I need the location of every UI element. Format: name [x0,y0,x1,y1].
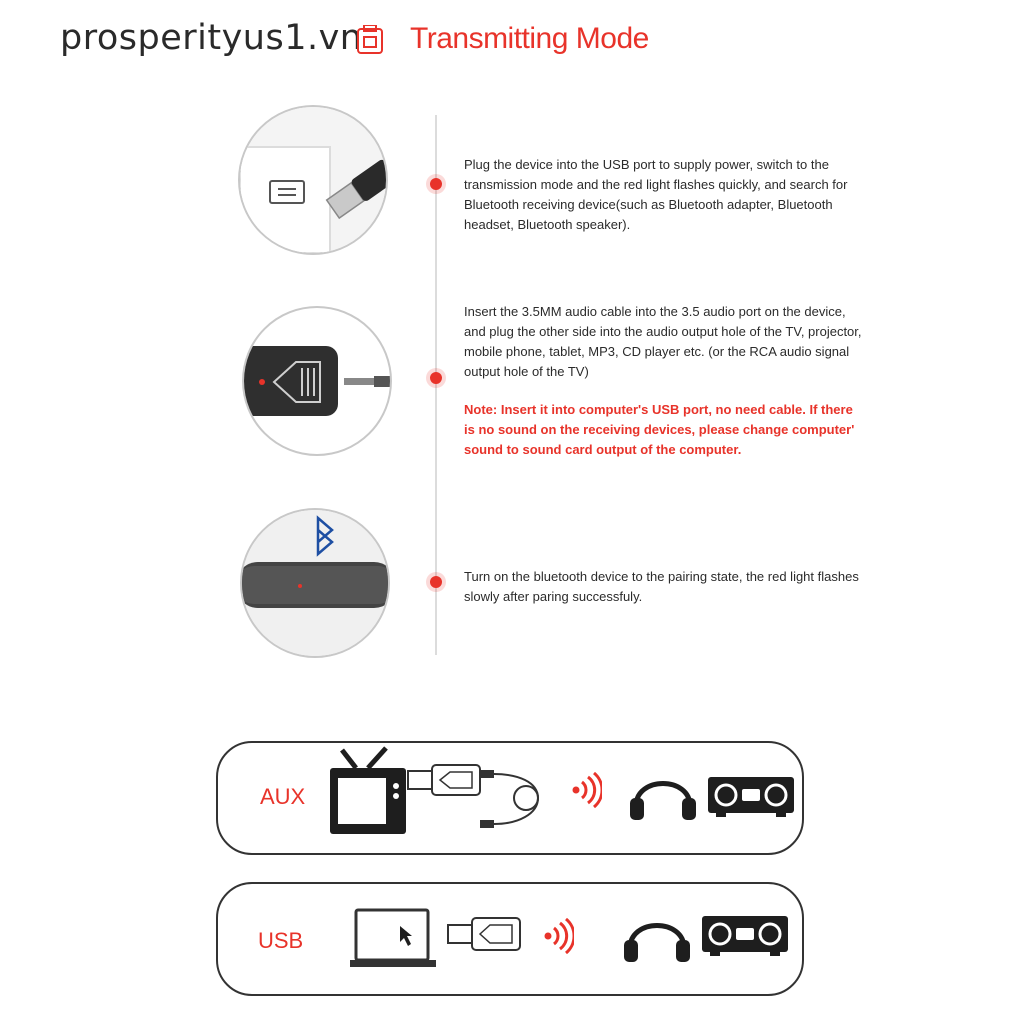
step-3-illustration [240,508,390,658]
timeline-dot [430,178,442,190]
headphones-icon [622,908,692,964]
laptop-icon [350,906,436,968]
timeline-dot [430,576,442,588]
headphones-icon [628,766,698,822]
step-1-illustration [238,105,388,255]
usb-mode-label: USB [258,928,304,953]
wireless-signal-icon [542,918,574,954]
timeline-line [435,115,437,655]
step-2-text: Insert the 3.5MM audio cable into the 3.5 audio port on the device, and plug the other side into the audio output hole of the TV, projector, mobile phone, tablet, MP3, CD player etc. (or the RCA audio signal output hole of the TV) [464,304,862,379]
step-2-note: Note: Insert it into computer's USB port, no need cable. If there is no sound on the receiving devices, please change computer' sound to sound card output of the computer. [464,402,855,457]
usb-dongle-icon [240,107,386,253]
usb-adapter-icon [406,763,482,797]
mode-indicator-icon [356,25,384,55]
rca-cable-icon [478,768,548,832]
audio-jack-icon [244,308,390,454]
timeline-dot [430,372,442,384]
page-title: Transmitting Mode [410,22,649,55]
wireless-signal-icon [570,772,602,808]
speaker-icon [700,914,790,958]
step-3-text: Turn on the bluetooth device to the pairing state, the red light flashes slowly after paring successfuly. [464,569,859,604]
step-1-text: Plug the device into the USB port to supply power, switch to the transmission mode and the red light flashes quickly, and search for Bluetooth receiving device(such as Bluetooth adapter, Bluetooth headset, Bluetooth speaker). [464,157,848,232]
watermark-text: prosperityus1.vn [60,18,363,58]
usb-adapter-icon [446,914,522,954]
aux-mode-label: AUX [260,784,306,809]
bluetooth-speaker-icon [242,510,388,656]
tv-icon [328,746,408,836]
speaker-icon [706,775,796,819]
step-2-illustration [242,306,392,456]
